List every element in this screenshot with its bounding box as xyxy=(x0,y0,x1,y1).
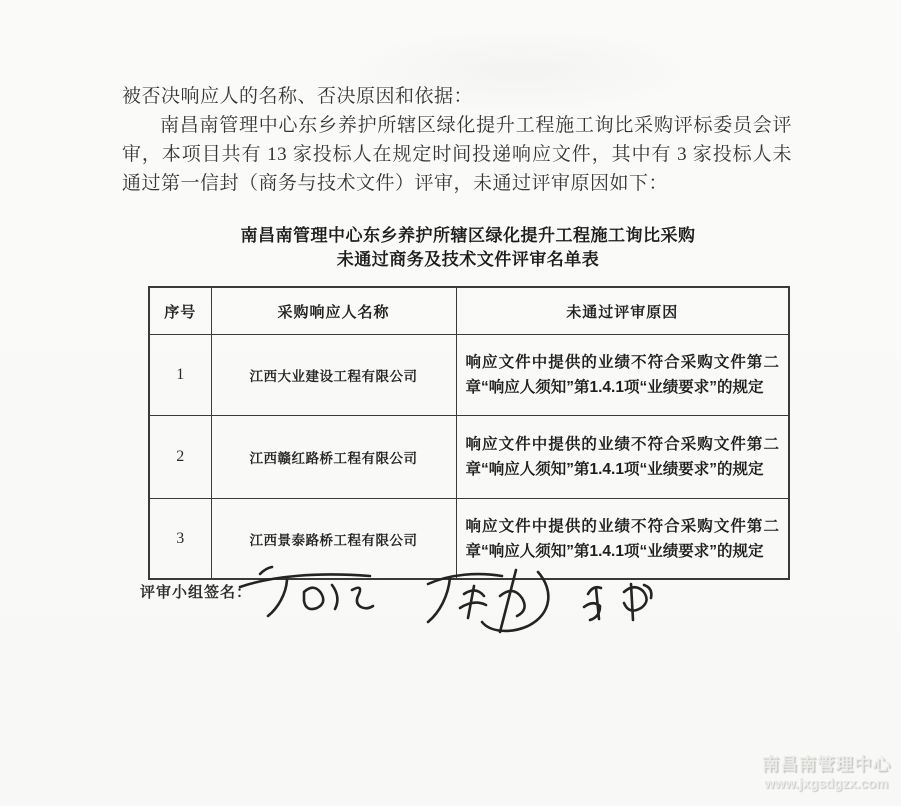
col-header-seq: 序号 xyxy=(149,287,211,335)
table-row xyxy=(149,335,789,416)
table-title-line2: 未通过商务及技术文件评审名单表 xyxy=(336,250,600,269)
table-row xyxy=(149,416,789,499)
watermark-title: 南昌南管理中心 xyxy=(761,754,891,774)
row-company-name: 江西赣红路桥工程有限公司 xyxy=(211,416,456,499)
intro-section xyxy=(122,82,792,198)
signature-3 xyxy=(584,584,651,620)
col-header-name: 采购响应人名称 xyxy=(211,287,456,335)
intro-heading: 被否决响应人的名称、否决原因和依据： xyxy=(122,86,474,107)
table-title-line1: 南昌南管理中心东乡养护所辖区绿化提升工程施工询比采购 xyxy=(240,226,696,245)
review-table xyxy=(148,286,790,580)
row-company-name: 江西景泰路桥工程有限公司 xyxy=(211,499,456,580)
table-title xyxy=(148,224,788,272)
table-header-row xyxy=(149,287,789,335)
handwritten-signatures xyxy=(232,552,692,647)
site-watermark xyxy=(762,751,892,791)
row-reject-reason: 响应文件中提供的业绩不符合采购文件第二章“响应人须知”第1.4.1项“业绩要求”的规定 xyxy=(456,499,789,580)
row-seq: 3 xyxy=(149,499,211,580)
col-header-reason: 未通过评审原因 xyxy=(456,287,789,335)
row-company-name: 江西大业建设工程有限公司 xyxy=(211,335,456,416)
row-reject-reason: 响应文件中提供的业绩不符合采购文件第二章“响应人须知”第1.4.1项“业绩要求”的规定 xyxy=(456,335,789,416)
row-seq: 1 xyxy=(149,335,211,416)
signature-2 xyxy=(428,570,548,632)
intro-paragraph: 南昌南管理中心东乡养护所辖区绿化提升工程施工询比采购评标委员会评审，本项目共有 13 家投标人在规定时间投递响应文件，其中有 3 家投标人未通过第一信封（商务与技术文件）评审，未通过评审原因如下： xyxy=(122,115,792,194)
row-seq: 2 xyxy=(149,416,211,499)
signature-label: 评审小组签名： xyxy=(140,585,253,601)
row-reject-reason: 响应文件中提供的业绩不符合采购文件第二章“响应人须知”第1.4.1项“业绩要求”的规定 xyxy=(456,416,789,499)
watermark-url: www.jxgsdgzx.com xyxy=(764,776,889,791)
signature-1 xyxy=(240,567,373,616)
